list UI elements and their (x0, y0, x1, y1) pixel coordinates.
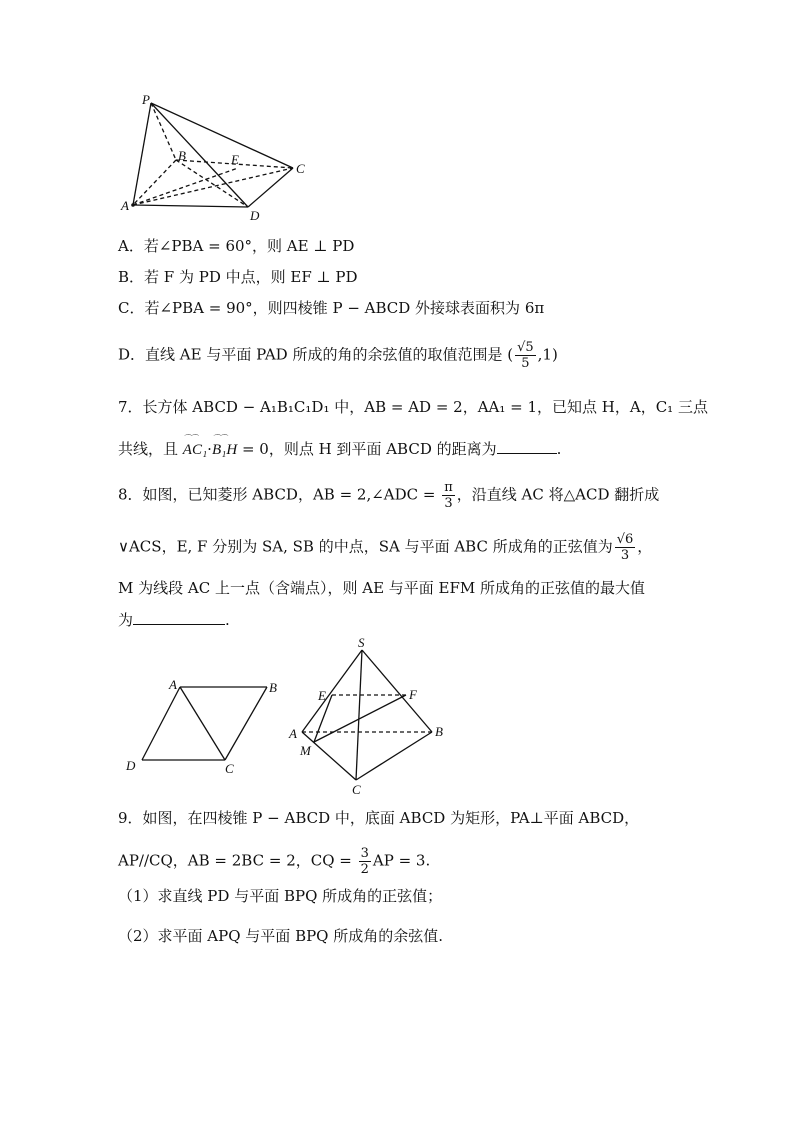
answer-blank[interactable] (497, 439, 557, 454)
label-b: B (178, 148, 186, 163)
fraction-3-2 (359, 846, 371, 877)
q8-text-d: ， (637, 537, 653, 556)
label-d: D (250, 208, 260, 223)
frac-den: 3 (620, 548, 630, 563)
label-b: B (269, 680, 277, 695)
q9-text-a: AP//CQ，AB = 2BC = 2，CQ = (118, 851, 357, 870)
q8-line3: M 为线段 AC 上一点（含端点），则 AE 与平面 EFM 所成角的正弦值的最大值 (118, 579, 646, 597)
q8-line2 (118, 532, 652, 563)
q9-sub1: （1）求直线 PD 与平面 BPQ 所成角的正弦值； (118, 887, 443, 905)
frac-den: 3 (444, 496, 453, 511)
label-a: A (121, 198, 129, 213)
label-c: C (296, 161, 305, 176)
label-p: P (142, 92, 150, 107)
q6-option-c: C．若∠PBA = 90°，则四棱锥 P − ABCD 外接球表面积为 6π (118, 299, 545, 317)
figure-rhombus-abcd (122, 672, 292, 782)
label-m: M (300, 743, 311, 758)
label-a: A (289, 726, 297, 741)
q8-text-c: ∨ACS，E, F 分别为 SA, SB 的中点，SA 与平面 ABC 所成角的正弦值为 (118, 537, 613, 556)
q7-line2 (118, 439, 561, 460)
q9-text-b: AP = 3. (372, 851, 431, 870)
label-b: B (435, 724, 443, 739)
q6-option-d-suffix: ,1) (537, 345, 558, 364)
label-a: A (169, 677, 177, 692)
label-c: C (225, 761, 234, 776)
frac-num: √6 (616, 532, 634, 547)
q6-option-a: A．若∠PBA = 60°，则 AE ⊥ PD (118, 237, 355, 255)
label-e: E (318, 688, 326, 703)
q8-text-b: ，沿直线 AC 将△ACD 翻折成 (456, 485, 660, 504)
figure-tetrahedron-sabc (282, 636, 452, 798)
frac-num: π (444, 480, 453, 495)
q8-text-a: 8．如图，已知菱形 ABCD，AB = 2,∠ADC = (118, 485, 441, 504)
frac-den: 5 (521, 356, 530, 371)
q6-option-d (118, 340, 558, 371)
q6-option-d-fraction (515, 340, 536, 371)
q8-text-e: 为 (118, 611, 134, 629)
figure-pyramid-pabcd (118, 90, 318, 225)
label-c: C (352, 782, 361, 797)
q6-option-d-prefix: D．直线 AE 与平面 PAD 所成的角的余弦值的取值范围是 ( (118, 345, 514, 364)
q7-text-a: 共线，且 (118, 440, 183, 458)
q9-sub2: （2）求平面 APQ 与平面 BPQ 所成角的余弦值. (118, 927, 444, 945)
label-e: E (231, 152, 239, 167)
q8-line4 (118, 610, 230, 630)
fraction-pi-3 (442, 480, 455, 511)
q7-text-b: = 0，则点 H 到平面 ABCD 的距离为 (237, 440, 497, 458)
q8-line1 (118, 480, 659, 511)
answer-blank[interactable] (133, 610, 225, 625)
q7-end: . (556, 440, 562, 458)
q6-option-b: B．若 F 为 PD 中点，则 EF ⊥ PD (118, 268, 358, 286)
vector-b1h: ⌒⌒ B₁H (212, 440, 237, 460)
q9-line2 (118, 846, 430, 877)
q8-end: . (225, 611, 230, 629)
label-s: S (358, 636, 365, 650)
vector-ac1: ⌒⌒ AC₁ (183, 440, 207, 460)
q7-line1: 7．长方体 ABCD − A₁B₁C₁D₁ 中，AB = AD = 2，AA₁ = 1，已知点 H，A，C₁ 三点 (118, 398, 708, 416)
dot-operator: · (207, 440, 212, 458)
frac-num: √5 (517, 340, 534, 355)
q9-line1: 9．如图，在四棱锥 P − ABCD 中，底面 ABCD 为矩形，PA⊥平面 ABCD， (118, 809, 640, 827)
frac-num: 3 (360, 846, 369, 861)
label-d: D (126, 758, 136, 773)
frac-den: 2 (360, 862, 369, 877)
fraction-sqrt6-3 (615, 532, 636, 563)
label-f: F (409, 687, 417, 702)
